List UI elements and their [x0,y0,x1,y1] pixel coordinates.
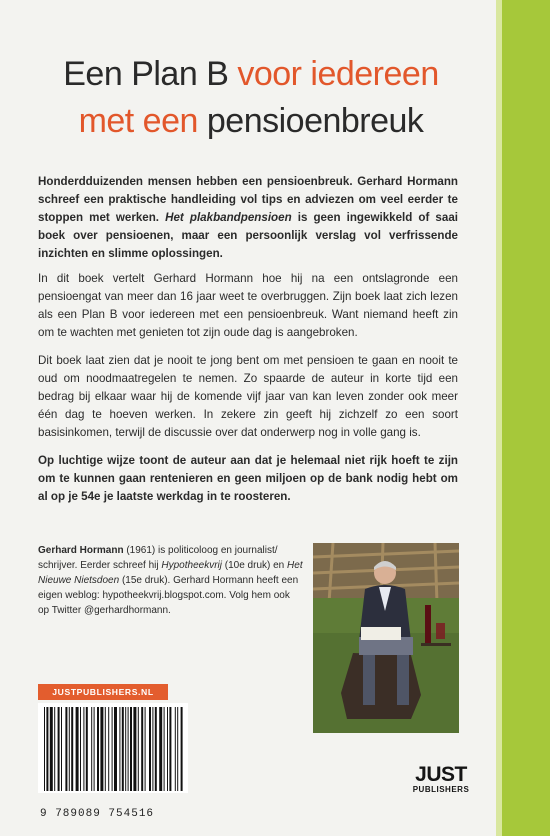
author-photo [313,543,459,733]
publisher-website-label: JUSTPUBLISHERS.NL [38,684,168,700]
paragraph-4: Op luchtige wijze toont de auteur aan dat je helemaal niet rijk hoeft te zijn om te kunnen gaan rentenieren en geen miljoen op de bank nodig hebt om al op je 54e je laatste werkdag in te roosteren. [38,454,458,503]
intro-paragraph: Honderdduizenden mensen hebben een pensioenbreuk. Gerhard Hormann schreef een praktische handleiding vol tips en adviezen om veel eerder te stoppen met werken. Het plakbandpensioen is geen ingewikkeld of saai boek over pensioenen, maar een persoonlijk verslag vol verfrissende inzichten en slimme oplossingen. [38,175,458,260]
title-line-1: Een Plan B voor iedereen [63,55,439,93]
paragraph-2: In dit boek vertelt Gerhard Hormann hoe hij na een ontslagronde een pensioengat van meer dan 16 jaar weet te overbruggen. Zijn boek laat zich lezen als een Plan B voor iedereen met een pensioenbreuk. Want niemand heeft zin om te wachten met genieten tot zijn oude dag is aangebroken. [38,272,458,339]
just-publishers-logo: JUST PUBLISHERS [412,763,470,794]
paragraph-3: Dit boek laat zien dat je nooit te jong bent om met pensioen te gaan en nooit te oud om noodmaatregelen te nemen. Zo spaarde de auteur in korte tijd een bedrag bij elkaar waar hij de komende vijf jaar van kan leven zonder ook meer één dag te hoeven werken. In zekere zin geeft hij zichzelf zo een soort basisinkomen, terwijl de discussie over dat onderwerp nog in volle gang is. [38,354,458,439]
isbn-number: 9 789089 754516 [40,808,155,820]
author-bio: Gerhard Hormann (1961) is politicoloog en journalist/ schrijver. Eerder schreef hij Hypotheekvrij (10e druk) en Het Nieuwe Nietsdoen (15e druk). Gerhard Hormann heeft een eigen weblog: hypotheekvrij.blogspot.com. Volg hem ook op Twitter @gerhardhormann. [38,545,303,616]
book-title-italic: Het plakbandpensioen [165,211,292,224]
isbn-barcode [38,703,188,793]
title-line-2: met een pensioenbreuk [78,102,424,140]
green-spine [502,0,550,836]
